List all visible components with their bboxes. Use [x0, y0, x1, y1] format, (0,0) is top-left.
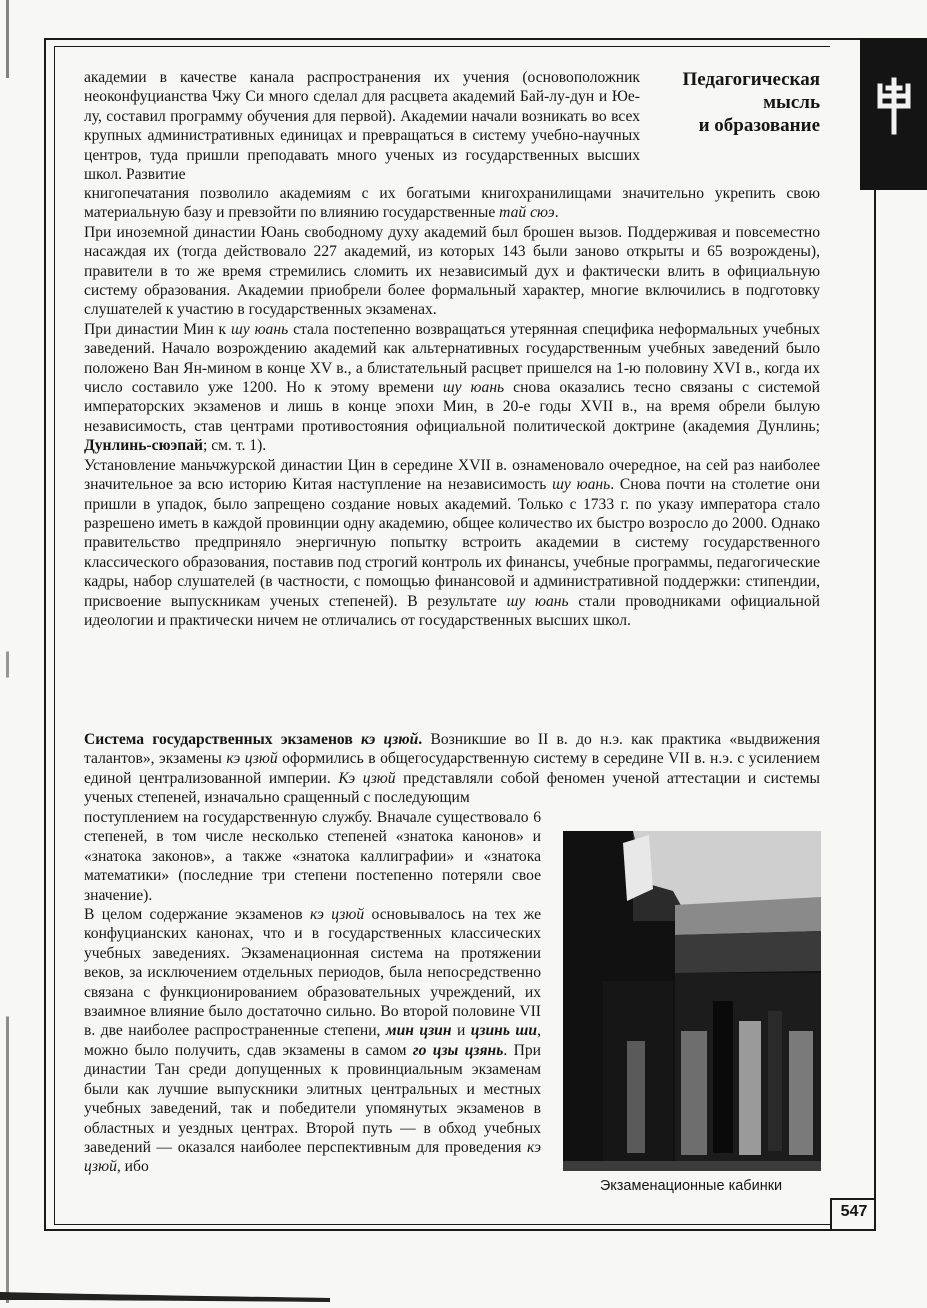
text-run: представляли собой феномен ученой аттестации и системы ученых степеней, изначально сращенный с последующим — [84, 769, 820, 807]
exam-booths-photo — [563, 831, 821, 1171]
paragraph-3 — [84, 320, 820, 456]
text-run: стали проводниками официальной идеологии и практически ничем не отличались от государственных высших школ. — [84, 592, 820, 629]
figure-caption: Экзаменационные кабинки — [599, 1178, 783, 1194]
term-tai-syue: тай сюэ — [499, 204, 555, 222]
text-run: ; см. т. 1). — [203, 437, 267, 455]
paragraph-1-text: академии в качестве канала распространения их учения (основоположник неоконфуцианства Чжу Си много сделал для расцвета академий Бай-лу-дун и Юе-лу, составил программу обучения для первой). Академии начали возникать во всех крупных административных единицах и превращаться в систему учебно-научных центров, туда пришли преподавать много ученых из государственных высших школ. Развитие — [84, 69, 640, 184]
paragraph-4 — [84, 456, 820, 631]
section-title-line-1: Педагогическая — [682, 69, 820, 90]
term-go-tszy-tszyan: го цзы цзянь — [412, 1041, 504, 1059]
text-run: основывалось на тех же конфуцианских канонах, что и в государственных классических учебных заведениях. Экзаменационная система на протяжении веков, за исключением отдельных периодов, была непосредственно связана с функционированием образовательных учреждений, их взаимное влияние было достаточно сильно. Во второй половине VII в. две наиболее распространенные степени, — [84, 906, 542, 1040]
body-text-upper — [84, 184, 820, 630]
term-min-tszin: мин цзин — [385, 1022, 452, 1040]
text-run: и — [451, 1022, 471, 1040]
section-glyph-icon — [872, 76, 916, 136]
body-text-lower — [84, 808, 541, 1177]
text-run: , можно было получить, сдав экзамены в самом — [84, 1022, 541, 1059]
paragraph-6 — [84, 905, 541, 1177]
term-shu-yuan: шу юань — [231, 320, 289, 338]
text-run: книгопечатания позволило академиям с их богатыми книгохранилищами значительно укрепить свою материальную базу и превзойти по влиянию государственные — [84, 185, 820, 222]
text-run: Возникшие во II в. до н.э. как практика «выдвижения талантов», экзамены — [84, 731, 821, 768]
exam-booths-image — [563, 831, 821, 1171]
term-ke-tszyuy: кэ цзюй — [361, 731, 419, 748]
term-ke-tszyuy: кэ цзюй — [84, 1138, 541, 1176]
paragraph-5 — [84, 730, 820, 808]
section-title-line-2: мысль — [763, 92, 820, 113]
text-run: . Снова почти на столетие они пришли в упадок, было запрещено создание новых академий. Только с 1733 г. по указу императора стало разрешено иметь в каждой провинции одну академию, общее количество их быстро возросло до 2000. Однако правительство предприняло энергичную попытку встроить академии в систему государственного классического образования, поставив под строгий контроль их финансы, учебные программы, педагогические кадры, набор слушателей (в частности, с помощью финансовой и административной поддержки: стипендии, присвоение выпускникам ученых степеней). В результате — [84, 476, 820, 610]
paragraph-1-continued — [84, 184, 820, 223]
term-shu-yuan: шу юань — [552, 476, 611, 494]
text-run: оформились в общегосударственную систему в середине VII в. н.э. с усилением единой централизованной империи. — [84, 750, 820, 787]
cross-reference-dunlin: Дунлинь-сюэпай — [84, 437, 204, 455]
text-run: При династии Мин к — [84, 320, 231, 338]
page-edge-curl — [0, 1268, 330, 1308]
text-run: . — [418, 731, 423, 748]
term-ke-tszyuy: Кэ цзюй — [338, 769, 396, 787]
text-run: снова оказались тесно связаны с системой императорских экзаменов и лишь в конце эпохи Мин, в 20-е годы XVII в., на время обрели былую независимость, став центрами противостояния официальной политической доктрине (академия Дунлинь; — [84, 379, 820, 435]
text-run: Установление маньчжурской династии Цин в середине XVII в. ознаменовало очередное, на сей раз наиболее значительное за всю историю Китая наступление на независимость — [84, 456, 820, 494]
paragraph-2: При иноземной династии Юань свободному духу академий был брошен вызов. Поддерживая и повсеместно насаждая их (тогда действовало 227 академий, из которых 143 были заново открыты и 65 возрождены), правители в то же время стремились сломить их независимый дух и фактически влить в официальную систему образования. Академии приобрели более формальный характер, многие включились в подготовку слушателей к участию в государственных экзаменах. — [84, 223, 820, 319]
text-run: . — [554, 204, 559, 222]
term-ke-tszyuy: кэ цзюй — [309, 906, 365, 924]
paragraph-5-text — [84, 730, 820, 808]
text-run: стала постепенно возвращаться утерянная специфика неформальных учебных заведений. Начало возрождению академий как альтернативных государственным учебных заведений было положено Ван Ян-мином в конце XV в., а блистательный расцвет пришелся на 1-ю половину XVI в., когда их число составило уже 1200. Но к этому времени — [84, 320, 821, 397]
page-number: 547 — [840, 1203, 868, 1220]
section-title — [648, 68, 820, 137]
term-shu-yuan: шу юань — [442, 379, 505, 397]
term-ke-tszyuy: кэ цзюй — [226, 750, 278, 768]
binding-edge — [6, 0, 9, 1303]
text-run: , ибо — [116, 1158, 149, 1176]
term-tszin-shi: цзинь ши — [470, 1022, 538, 1040]
subheading-exam-system: Система государственных экзаменов — [84, 731, 362, 748]
text-run: . При династии Тан среди допущенных к провинциальным экзаменам были как лучшие выпускники элитных центральных и местных учебных заведений, так и победители упомянутых экзаменов в областных и уездных центрах. Второй путь — в обход учебных заведений — оказался наиболее перспективным для проведения — [84, 1041, 542, 1156]
term-shu-yuan: шу юань — [506, 592, 569, 610]
section-title-line-3: и образование — [698, 115, 820, 136]
paragraph-1 — [84, 68, 640, 184]
text-run: В целом содержание экзаменов — [84, 906, 310, 924]
paragraph-5-continued: поступлением на государственную службу. Вначале существовало 6 степеней, в том числе несколько степеней «знатока канонов» и «знатока законов», а также «знатока каллиграфии» и «знатока математики» (последние три степени постепенно потеряли свое значение). — [84, 809, 541, 904]
